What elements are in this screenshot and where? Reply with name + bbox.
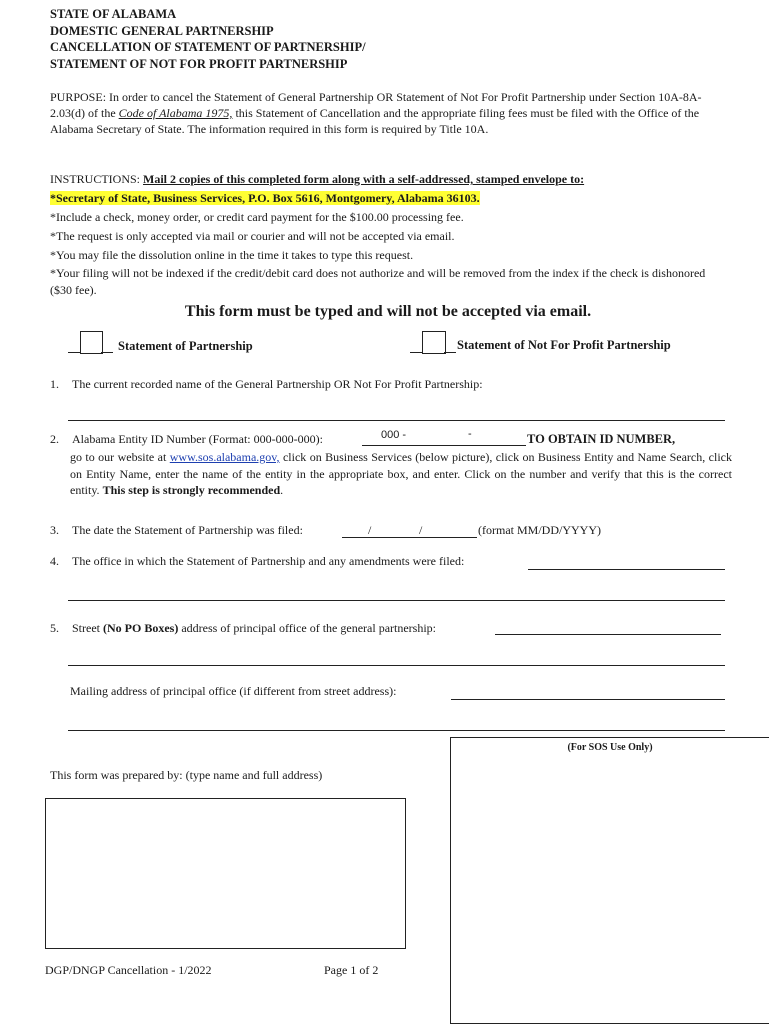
entity-id-prefix: 000 - (381, 429, 407, 441)
filing-office-field-line-2[interactable] (68, 600, 725, 601)
instruction-mail-only: *The request is only accepted via mail or courier and will not be accepted via email. (50, 229, 455, 243)
item-4-number: 4. (50, 554, 59, 568)
typed-notice: This form must be typed and will not be accepted via email. (184, 303, 592, 320)
item-2-number: 2. (50, 432, 59, 446)
prepared-by-field[interactable] (45, 798, 406, 949)
instruction-dishonored: *Your filing will not be indexed if the credit/debit card does not authorize and will be removed from the index if the check is dishonored ($30 fee). (50, 266, 706, 297)
option-label-partnership: Statement of Partnership (118, 339, 253, 353)
street-address-field[interactable] (495, 634, 721, 635)
item-2-instructions: go to our website at www.sos.alabama.gov, click on Business Services (below picture), click on Business Entity and Name Search, click on Entity Name, enter the name of the entity in the appropriate box, and enter. Click on the number and verify that this is the correct entity. This step is strongly recommended. (70, 450, 732, 497)
header-title: CANCELLATION OF STATEMENT OF PARTNERSHIP/ (50, 40, 366, 54)
sos-use-only-box (450, 737, 769, 1024)
item-5-number: 5. (50, 621, 59, 635)
item-1-number: 1. (50, 377, 59, 391)
entity-id-dash: - (468, 428, 472, 440)
code-reference: Code of Alabama 1975, (118, 106, 233, 120)
recommended-note: This step is strongly recommended (102, 483, 281, 497)
statement-of-partnership-checkbox[interactable] (80, 331, 103, 354)
mailing-address-field-line-2[interactable] (68, 730, 725, 731)
partnership-name-field[interactable] (68, 420, 725, 421)
filing-date-field[interactable]: / / (342, 522, 477, 538)
entity-id-field[interactable] (362, 427, 526, 446)
not-for-profit-checkbox[interactable] (422, 331, 446, 354)
header-state: STATE OF ALABAMA (50, 7, 177, 21)
instructions: INSTRUCTIONS: Mail 2 copies of this completed form along with a self-addressed, stamped envelope to: *Secretary of State, Business Services, P.O. Box 5616, Montgomery, Alabama 36103. *Include a check, money order, or credit card payment for the $100.00 processing fee. *The request is only accepted via mail or courier and will not be accepted via email. *You may file the dissolution online in the time it takes to type this request. *Your filing will not be indexed if the credit/debit card does not authorize and will be removed from the index if the check is dishonored ($30 fee). (50, 170, 730, 299)
instruction-online: *You may file the dissolution online in the time it takes to type this request. (50, 248, 414, 262)
item-5-label: Street (No PO Boxes) address of principal office of the general partnership: (72, 621, 437, 635)
filing-office-field[interactable] (528, 569, 725, 570)
mailing-address: *Secretary of State, Business Services, P.O. Box 5616, Montgomery, Alabama 36103. (50, 191, 480, 205)
form-id: DGP/DNGP Cancellation - 1/2022 (45, 963, 212, 977)
item-3-label: The date the Statement of Partnership was filed: (72, 523, 303, 537)
sos-website-link[interactable]: www.sos.alabama.gov, (169, 450, 280, 464)
sos-use-only-label: (For SOS Use Only) (567, 742, 653, 753)
option-label-not-for-profit: Statement of Not For Profit Partnership (457, 338, 671, 352)
obtain-id-heading: TO OBTAIN ID NUMBER, (527, 432, 676, 446)
page-number: Page 1 of 2 (324, 963, 379, 977)
header-type: DOMESTIC GENERAL PARTNERSHIP (50, 23, 274, 38)
mailing-address-field[interactable] (451, 699, 725, 700)
date-format-hint: (format MM/DD/YYYY) (478, 523, 601, 537)
header-subtitle: STATEMENT OF NOT FOR PROFIT PARTNERSHIP (50, 56, 348, 71)
purpose-paragraph: PURPOSE: In order to cancel the Statement of General Partnership OR Statement of Not For Profit Partnership under Section 10A-8A-2.03(d) of the Code of Alabama 1975, this Statement of Cancellation and the appropriate filing fees must be filed with the Office of the Alabama Secretary of State. The information required in this form is required by Title 10A. (50, 90, 702, 136)
mail-instruction: Mail 2 copies of this completed form along with a self-addressed, stamped envelope to: (143, 172, 585, 186)
item-4-label: The office in which the Statement of Partnership and any amendments were filed: (72, 554, 465, 568)
item-1-label: The current recorded name of the General Partnership OR Not For Profit Partnership: (72, 377, 483, 391)
mailing-address-label: Mailing address of principal office (if different from street address): (70, 684, 397, 698)
street-address-field-line-2[interactable] (68, 665, 725, 666)
item-3-number: 3. (50, 523, 59, 537)
item-2-label: Alabama Entity ID Number (Format: 000-000-000): (72, 432, 323, 446)
form-header (50, 6, 366, 72)
instruction-fee: *Include a check, money order, or credit card payment for the $100.00 processing fee. (50, 210, 464, 224)
prepared-by-label: This form was prepared by: (type name and full address) (50, 768, 323, 782)
